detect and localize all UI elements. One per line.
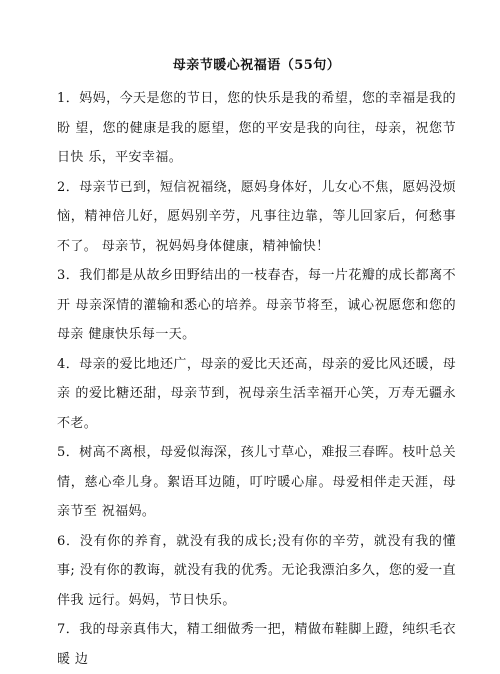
paragraph-2: 2．母亲节已到，短信祝福绕，愿妈身体好，儿女心不焦，愿妈没烦恼，精神倍儿好，愿妈别辛劳，凡事往边靠，等儿回家后，何愁事不了。 母亲节，祝妈妈身体健康，精神愉快！	[57, 179, 456, 254]
paragraph-5: 5．树高不离根，母爱似海深，孩儿寸草心，难报三春晖。枝叶总关情，慈心牵儿身。絮语耳边随，叮咛暖心扉。母爱相伴走天涯，母亲节至 祝福妈。	[57, 445, 456, 519]
document-title: 母亲节暖心祝福语（55句）	[172, 58, 341, 73]
paragraph-1: 1．妈妈，今天是您的节日，您的快乐是我的希望，您的幸福是我的盼 望，您的健康是我的愿望，您的平安是我的向往，母亲，祝您节日快 乐，平安幸福。	[57, 91, 456, 165]
paragraph-6: 6．没有你的养育，就没有我的成长;没有你的辛劳，就没有我的懂事; 没有你的教诲，就没有我的优秀。无论我漂泊多久，您的爱一直伴我 远行。妈妈，节日快乐。	[57, 533, 456, 608]
paragraph-3: 3．我们都是从故乡田野结出的一枝春杏，每一片花瓣的成长都离不开 母亲深情的灌输和悉心的培养。母亲节将至，诚心祝愿您和您的母亲 健康快乐每一天。	[57, 268, 456, 342]
paragraph-4: 4．母亲的爱比地还广，母亲的爱比天还高，母亲的爱比风还暖，母亲 的爱比糖还甜，母亲节到，祝母亲生活幸福开心笑，万寿无疆永不老。	[57, 356, 456, 431]
paragraph-7: 7．我的母亲真伟大，精工细做秀一把，精做布鞋脚上蹬，纯织毛衣暖 边	[57, 622, 456, 667]
